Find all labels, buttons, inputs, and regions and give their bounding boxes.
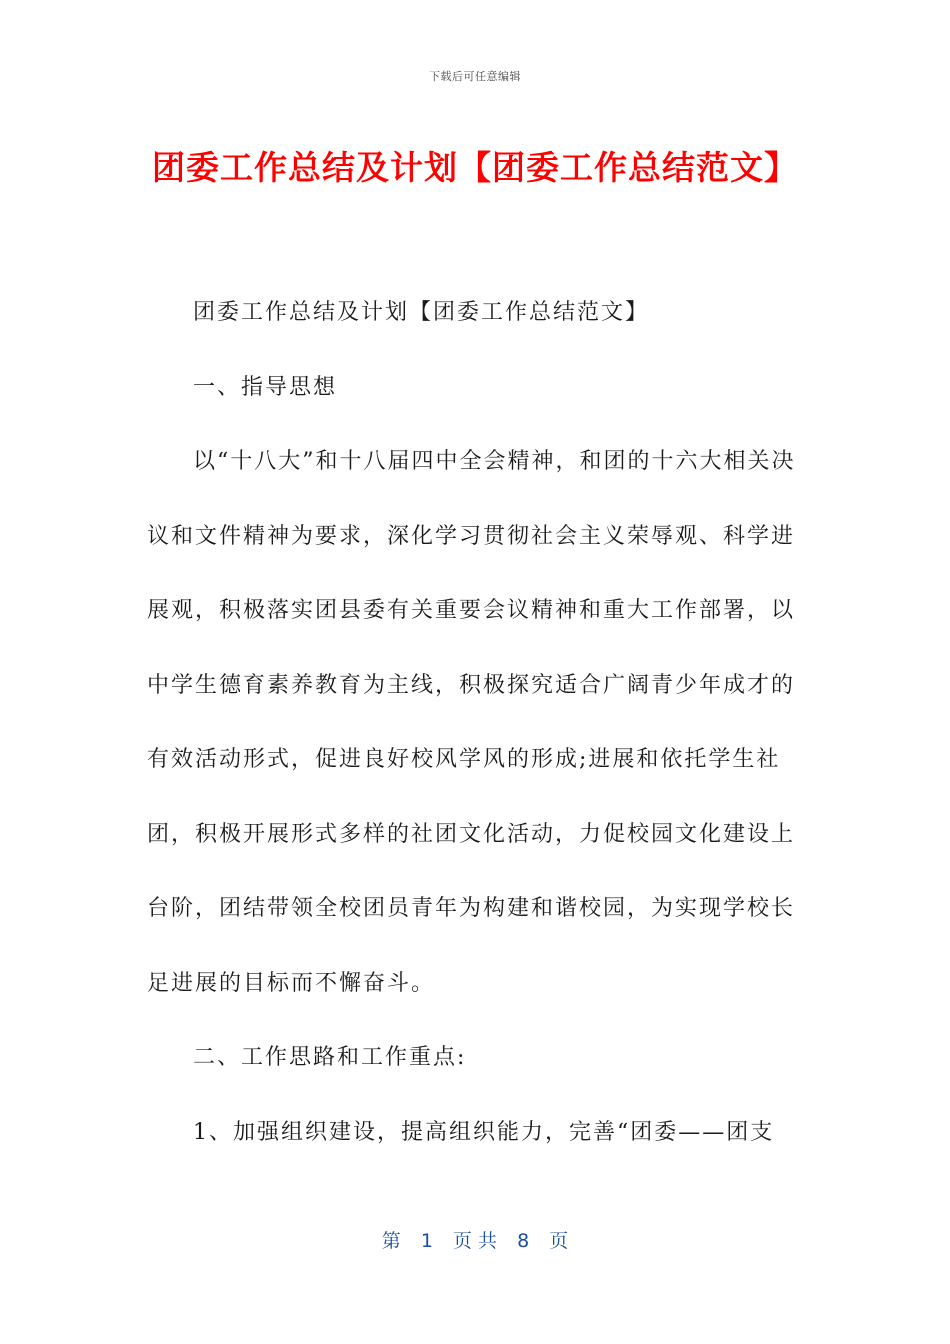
section-heading: 一、指导思想 <box>193 374 338 400</box>
total-pages: 8 <box>517 1230 530 1252</box>
section-heading: 二、工作思路和工作重点: <box>193 1045 467 1070</box>
page-prefix: 第 <box>381 1230 401 1252</box>
page-footer <box>0 1226 950 1253</box>
current-page-number: 1 <box>420 1230 433 1252</box>
body-paragraph: 1、加强组织建设，提高组织能力，完善“团委——团支 <box>193 1119 775 1145</box>
page-mid-text: 页 共 <box>452 1230 498 1252</box>
body-paragraph: 以“十八大”和十八届四中全会精神，和团的十六大相关决议和文件精神为要求，深化学习贯彻社会主义荣辱观、科学进展观，积极落实团县委有关重要会议精神和重大工作部署，以中学生德育素养教育为主线，积极探究适合广阔青少年成才的有效活动形式，促进良好校风学风的形成;进展和依托学生社团，积极开展形式多样的社团文化活动，力促校园文化建设上台阶，团结带领全校团员青年为构建和谐校园，为实现学校长足进展的目标而不懈奋斗。 <box>147 449 796 996</box>
document-title: 团委工作总结及计划【团委工作总结范文】 <box>152 148 798 187</box>
header-note: 下载后可任意编辑 <box>429 70 521 83</box>
document-body <box>147 276 799 1170</box>
page-suffix: 页 <box>549 1230 569 1252</box>
body-paragraph: 团委工作总结及计划【团委工作总结范文】 <box>193 300 650 325</box>
